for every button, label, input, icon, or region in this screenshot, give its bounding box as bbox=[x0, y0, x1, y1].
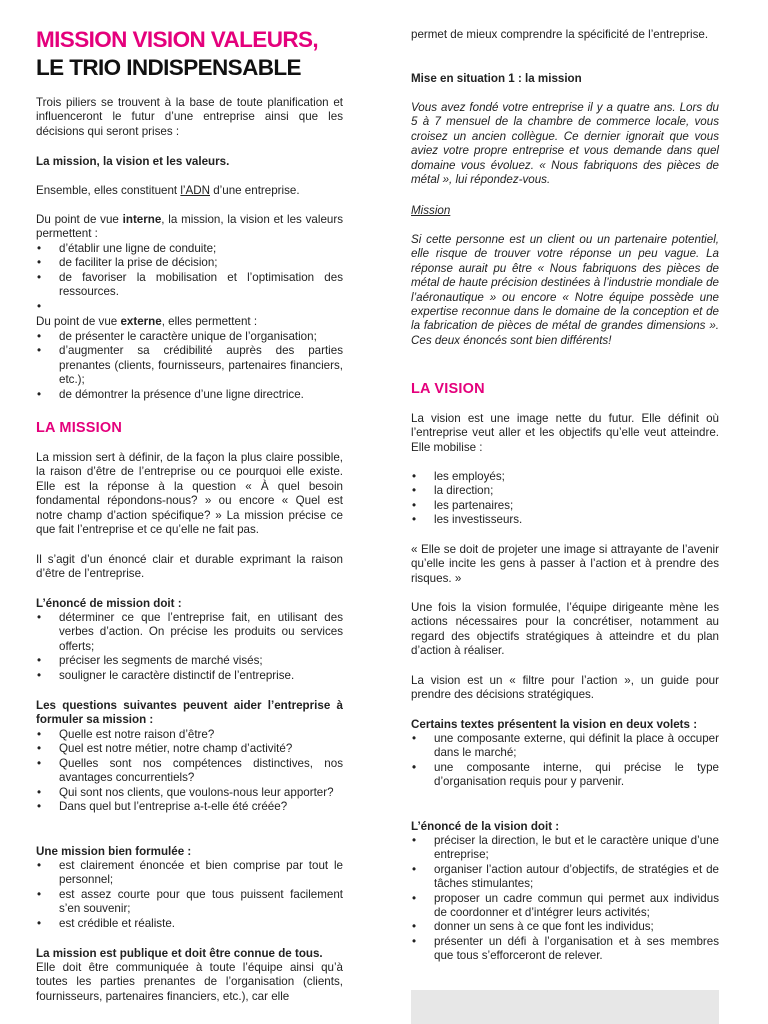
vision-quote: « Elle se doit de projeter une image si attrayante de l’avenir qu’elle incite les gens à passer à l’action et à prendre des risques. » bbox=[411, 543, 719, 585]
volets-list bbox=[411, 732, 719, 790]
vision-formulee-paragraph: Une fois la vision formulée, l’équipe dirigeante mène les actions nécessaires pour la concrétiser, notamment au regard des objectifs stratégiques à atteindre et du plan d’action à réaliser. bbox=[411, 601, 719, 658]
enonce-mission-heading: L’énoncé de mission doit : bbox=[36, 597, 182, 610]
list-item: • d’établir une ligne de conduite; bbox=[36, 242, 343, 256]
situation-heading: Mise en situation 1 : la mission bbox=[411, 72, 582, 85]
mission-paragraph-1: La mission sert à définir, de la façon la plus claire possible, la raison d’être de l’entreprise ou ce pourquoi elle existe. Elle est la réponse à la question « À quel besoin fondamental répondons-nous? » ou encore « Quel est notre champ d’action spécifique? » La mission précise ce que fait l’entreprise et ce qu’elle ne fait pas. bbox=[36, 451, 343, 537]
mission-label: Mission bbox=[411, 204, 451, 217]
list-item: • présenter un défi à l’organisation et à ses membres que tous s’efforceront de relever. bbox=[411, 935, 719, 964]
mission-example-paragraph: Si cette personne est un client ou un partenaire potentiel, elle risque de trouver votre réponse un peu vague. La réponse aurait pu être « Nous fabriquons des pièces de métal de haute précision destinées à l’industrie mondiale de l’aéronautique » ou encore « Notre équipe possède une expertise reconnue dans le domaine de la conception et de la fabrication de pièces de métal de grandes dimensions ». Ces deux énoncés sont bien différents! bbox=[411, 233, 719, 347]
public-heading: La mission est publique et doit être connue de tous. bbox=[36, 947, 323, 960]
list-item: • Quel est notre métier, notre champ d’activité? bbox=[36, 742, 343, 756]
interne-intro: Du point de vue interne, la mission, la vision et les valeurs permettent : bbox=[36, 213, 343, 241]
vision-mobilise-list bbox=[411, 470, 719, 528]
mission-paragraph-2: Il s’agit d’un énoncé clair et durable exprimant la raison d’être de l’entreprise. bbox=[36, 553, 343, 581]
list-item: • d’augmenter sa crédibilité auprès des parties prenantes (clients, fournisseurs, partenaires financiers, etc.); bbox=[36, 344, 343, 387]
list-item: • les employés; bbox=[411, 470, 719, 484]
adn-link[interactable]: l’ADN bbox=[180, 184, 210, 197]
list-item: • de présenter le caractère unique de l’organisation; bbox=[36, 330, 343, 344]
questions-list bbox=[36, 728, 343, 814]
list-item: • de démontrer la présence d’une ligne directrice. bbox=[36, 388, 343, 402]
questions-heading: Les questions suivantes peuvent aider l’entreprise à formuler sa mission : bbox=[36, 699, 343, 727]
list-item: • préciser la direction, le but et le caractère unique d’une entreprise; bbox=[411, 834, 719, 863]
interne-list bbox=[36, 242, 343, 300]
gray-box bbox=[411, 990, 719, 1024]
list-item: • Dans quel but l’entreprise a-t-elle été créée? bbox=[36, 800, 343, 814]
enonce-mission-list bbox=[36, 611, 343, 683]
list-item: • est clairement énoncée et bien comprise par tout le personnel; bbox=[36, 859, 343, 888]
vision-paragraph-1: La vision est une image nette du futur. Elle définit où l’entreprise veut aller et les objectifs qu’elle veut atteindre. Elle mobilise : bbox=[411, 412, 719, 454]
vision-heading: LA VISION bbox=[411, 381, 485, 397]
list-item: • les partenaires; bbox=[411, 499, 719, 513]
list-item: • proposer un cadre commun qui permet aux individus de coordonner et d’intégrer leurs activités; bbox=[411, 892, 719, 921]
title-line-1: MISSION VISION VALEURS, bbox=[36, 27, 319, 52]
externe-list bbox=[36, 330, 343, 402]
list-item: • une composante externe, qui définit la place à occuper dans le marché; bbox=[411, 732, 719, 761]
list-item: • Qui sont nos clients, que voulons-nous leur apporter? bbox=[36, 786, 343, 800]
externe-intro: Du point de vue externe, elles permettent : bbox=[36, 315, 258, 328]
public-paragraph: Elle doit être communiquée à toute l’équipe ainsi qu’à toutes les parties prenantes de l’organisation (clients, fournisseurs, partenaires financiers, etc.), car elle bbox=[36, 961, 343, 1003]
bien-formulee-list bbox=[36, 859, 343, 931]
adn-paragraph: Ensemble, elles constituent l’ADN d’une entreprise. bbox=[36, 184, 300, 197]
list-item: • préciser les segments de marché visés; bbox=[36, 654, 343, 668]
vision-filtre-paragraph: La vision est un « filtre pour l’action », un guide pour prendre des décisions stratégiques. bbox=[411, 674, 719, 702]
list-item: • donner un sens à ce que font les individus; bbox=[411, 920, 719, 934]
continued-paragraph: permet de mieux comprendre la spécificité de l’entreprise. bbox=[411, 28, 709, 41]
title-line-2: LE TRIO INDISPENSABLE bbox=[36, 55, 301, 80]
pillars-statement: La mission, la vision et les valeurs. bbox=[36, 155, 230, 168]
list-item: • Quelle est notre raison d’être? bbox=[36, 728, 343, 742]
situation-paragraph: Vous avez fondé votre entreprise il y a quatre ans. Lors du 5 à 7 mensuel de la chambre de commerce locale, vous croisez un ancien collègue. Ce dernier ignorait que vous aviez votre propre entreprise et vous demande dans quel domaine vous évoluez. « Nous fabriquons des pièces de métal », lui répondez-vous. bbox=[411, 101, 719, 187]
list-item: • les investisseurs. bbox=[411, 513, 719, 527]
list-item: • de faciliter la prise de décision; bbox=[36, 256, 343, 270]
list-item: • Quelles sont nos compétences distinctives, nos avantages concurrentiels? bbox=[36, 757, 343, 786]
enonce-vision-list bbox=[411, 834, 719, 964]
list-item: • de favoriser la mobilisation et l’optimisation des ressources. bbox=[36, 271, 343, 300]
enonce-vision-heading: L’énoncé de la vision doit : bbox=[411, 820, 560, 833]
list-item: • la direction; bbox=[411, 484, 719, 498]
list-item: • déterminer ce que l’entreprise fait, en utilisant des verbes d’action. On précise les produits ou services offerts; bbox=[36, 611, 343, 654]
mission-heading: LA MISSION bbox=[36, 420, 123, 436]
list-item: • une composante interne, qui précise le type d’organisation requis pour y parvenir. bbox=[411, 761, 719, 790]
list-item: • est crédible et réaliste. bbox=[36, 917, 343, 931]
list-item: • est assez courte pour que tous puissent facilement s’en souvenir; bbox=[36, 888, 343, 917]
volets-heading: Certains textes présentent la vision en deux volets : bbox=[411, 718, 698, 731]
bien-formulee-heading: Une mission bien formulée : bbox=[36, 845, 192, 858]
list-item: • souligner le caractère distinctif de l’entreprise. bbox=[36, 669, 343, 683]
list-item: • organiser l’action autour d’objectifs, de stratégies et de tâches stimulantes; bbox=[411, 863, 719, 892]
intro-paragraph: Trois piliers se trouvent à la base de toute planification et influenceront le futur d’une entreprise ainsi que les décisions qui seront prises : bbox=[36, 96, 343, 138]
